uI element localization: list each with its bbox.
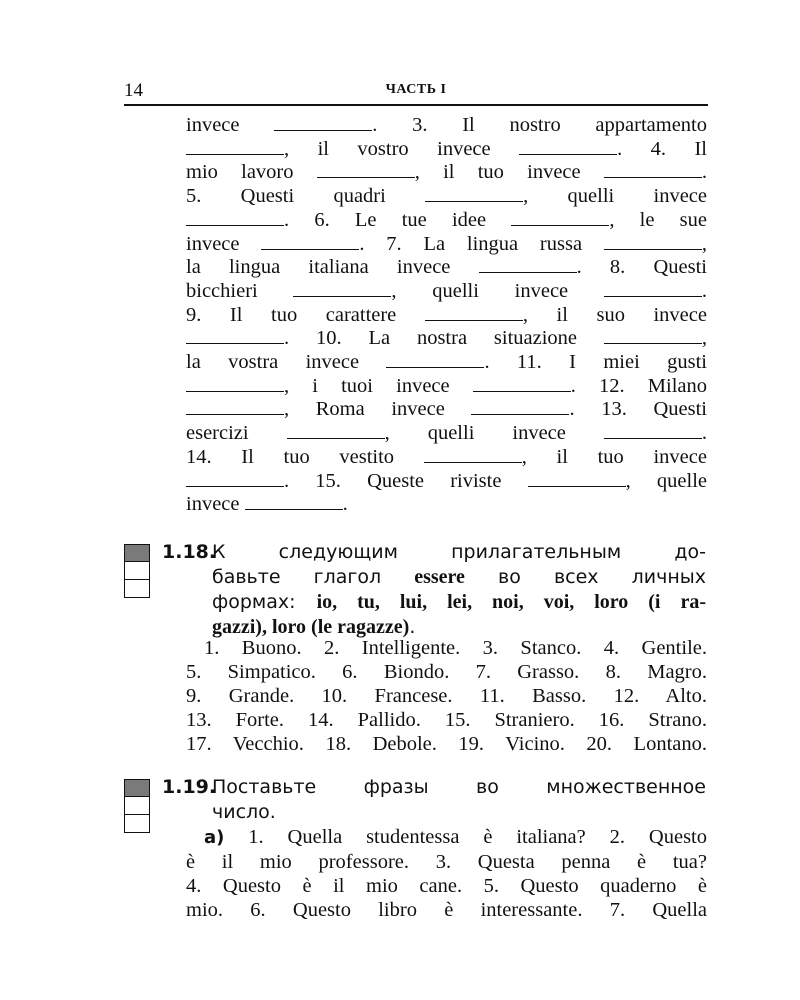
page-header [124,78,708,106]
text-fragment: , [701,327,707,350]
exercise-items [186,636,707,756]
instruction-text: формах: [212,591,317,613]
exercise-number: 1.19. [162,776,217,798]
fill-in-blank [479,271,577,273]
instruction-line: Поставьте фразы во множественное [212,776,706,798]
text-fragment: la lingua italiana invece [186,256,479,279]
fill-in-blank [519,153,617,155]
difficulty-box-empty [124,815,150,833]
difficulty-box-empty [124,562,150,580]
exercise-instruction [212,775,706,825]
instruction-line [212,590,706,615]
text-line [186,114,707,138]
fill-in-blank [604,437,702,439]
fill-in-blank [186,390,284,392]
text-fragment: esercizi [186,422,287,445]
item-line: 4. Questo è il mio cane. 5. Questo quaderno è [186,875,707,897]
page-number: 14 [124,80,143,101]
item-line: 17. Vecchio. 18. Debole. 19. Vicino. 20. Lontano. [186,733,707,755]
fill-in-blank [287,437,385,439]
text-line [186,398,707,422]
exercise-number: 1.18. [162,541,217,563]
fill-in-blank [186,224,284,226]
text-fragment: , Roma invece [284,398,472,421]
item-line: 9. Grande. 10. Francese. 11. Basso. 12. Alto. [186,685,707,707]
text-fragment: . 7. La lingua russa [359,232,604,255]
item-line [186,825,707,850]
pronoun-list: gazzi), loro (le ragazze) [212,616,410,638]
pronoun-list: io, tu, lui, lei, noi, voi, loro (i ra- [316,591,706,613]
text-fragment: , quelle [625,469,707,492]
text-fragment: . 6. Le tue idee [284,208,512,231]
text-fragment: mio lavoro [186,161,317,184]
running-title: ЧАСТЬ I [385,82,447,97]
difficulty-boxes [124,544,152,598]
keyword-essere: essere [414,566,465,588]
text-fragment: , il tuo invece [521,445,707,468]
text-fragment: . 11. I miei gusti [484,351,707,374]
item-line: è il mio professore. 3. Questa penna è tua? [186,851,707,873]
text-fragment: , [701,232,707,255]
difficulty-boxes [124,779,152,833]
fill-in-blank [604,176,702,178]
text-fragment: , il vostro invece [284,137,520,160]
text-fragment: . [342,493,348,516]
fill-in-blank [528,485,626,487]
text-line [186,375,707,399]
text-fragment: . 15. Queste riviste [284,469,528,492]
instruction-text: во всех личных [464,566,706,588]
text-line [186,233,707,257]
fill-in-blank [293,295,391,297]
text-fragment: . [701,422,707,445]
text-fragment: 14. Il tuo vestito [186,445,424,468]
text-fragment: , il suo invece [522,303,707,326]
fill-in-blank [604,295,702,297]
exercise-items [186,825,707,922]
fill-in-blank [186,413,284,415]
text-line [186,422,707,446]
text-fragment: , i tuoi invece [284,374,473,397]
difficulty-box-empty [124,797,150,815]
text-line [186,493,707,517]
text-fragment: , quelli invece [523,185,707,208]
fill-in-blank [186,342,284,344]
text-fragment: invece [186,493,245,516]
item-text: 1. Quella studentessa è italiana? 2. Questo [224,826,707,848]
fill-in-blank [186,153,284,155]
text-line [186,470,707,494]
fill-in-blank [186,485,284,487]
text-line [186,161,707,185]
text-fragment: . 10. La nostra situazione [284,327,604,350]
text-fragment: bicchieri [186,279,294,302]
text-line [186,446,707,470]
instruction-line: К следующим прилагательным до- [212,541,706,563]
fill-in-blank [274,129,372,131]
difficulty-box-filled [124,779,150,797]
text-line [186,209,707,233]
fill-in-blank [471,413,569,415]
instruction-line: число. [212,801,276,823]
text-fragment: invece [186,114,275,136]
item-line: 5. Simpatico. 6. Biondo. 7. Grasso. 8. Magro. [186,661,707,683]
item-line: mio. 6. Questo libro è interessante. 7. Quella [186,899,707,921]
text-fragment: . 8. Questi [576,256,708,279]
text-line [186,351,707,375]
fill-in-blank [261,248,359,250]
instruction-text: бавьте глагол [212,566,415,588]
text-line [186,327,707,351]
fill-in-blank [425,319,523,321]
difficulty-box-empty [124,580,150,598]
text-fragment: . 13. Questi [569,398,707,421]
continued-exercise-text [186,114,707,517]
fill-in-blank [245,508,343,510]
text-line [186,256,707,280]
text-fragment: la vostra invece [186,351,387,374]
text-line [186,280,707,304]
fill-in-blank [604,342,702,344]
fill-in-blank [425,200,523,202]
fill-in-blank [424,461,522,463]
fill-in-blank [604,248,702,250]
text-fragment: , le sue [609,208,708,231]
fill-in-blank [317,176,415,178]
fill-in-blank [511,224,609,226]
text-fragment: . [701,279,707,302]
item-line: 1. Buono. 2. Intelligente. 3. Stanco. 4. Gentile. [204,637,707,659]
item-line: 13. Forte. 14. Pallido. 15. Straniero. 16. Strano. [186,709,707,731]
difficulty-box-filled [124,544,150,562]
fill-in-blank [473,390,571,392]
text-fragment: . 3. Il nostro appartamento [372,114,707,136]
text-fragment: 5. Questi quadri [186,185,426,208]
instruction-text: . [409,616,416,638]
text-fragment: , quelli invece [384,422,604,445]
text-fragment: invece [186,232,262,255]
text-fragment: . 12. Milano [570,374,707,397]
text-line [186,138,707,162]
text-line [186,185,707,209]
subexercise-label: а) [204,827,225,848]
text-fragment: . 4. Il [617,137,707,160]
text-fragment: , quelli invece [391,279,604,302]
instruction-line [212,565,706,590]
text-fragment: . [701,161,707,184]
text-line [186,304,707,328]
text-fragment: , il tuo invece [414,161,604,184]
text-fragment: 9. Il tuo carattere [186,303,425,326]
exercise-instruction [212,540,706,640]
fill-in-blank [386,366,484,368]
